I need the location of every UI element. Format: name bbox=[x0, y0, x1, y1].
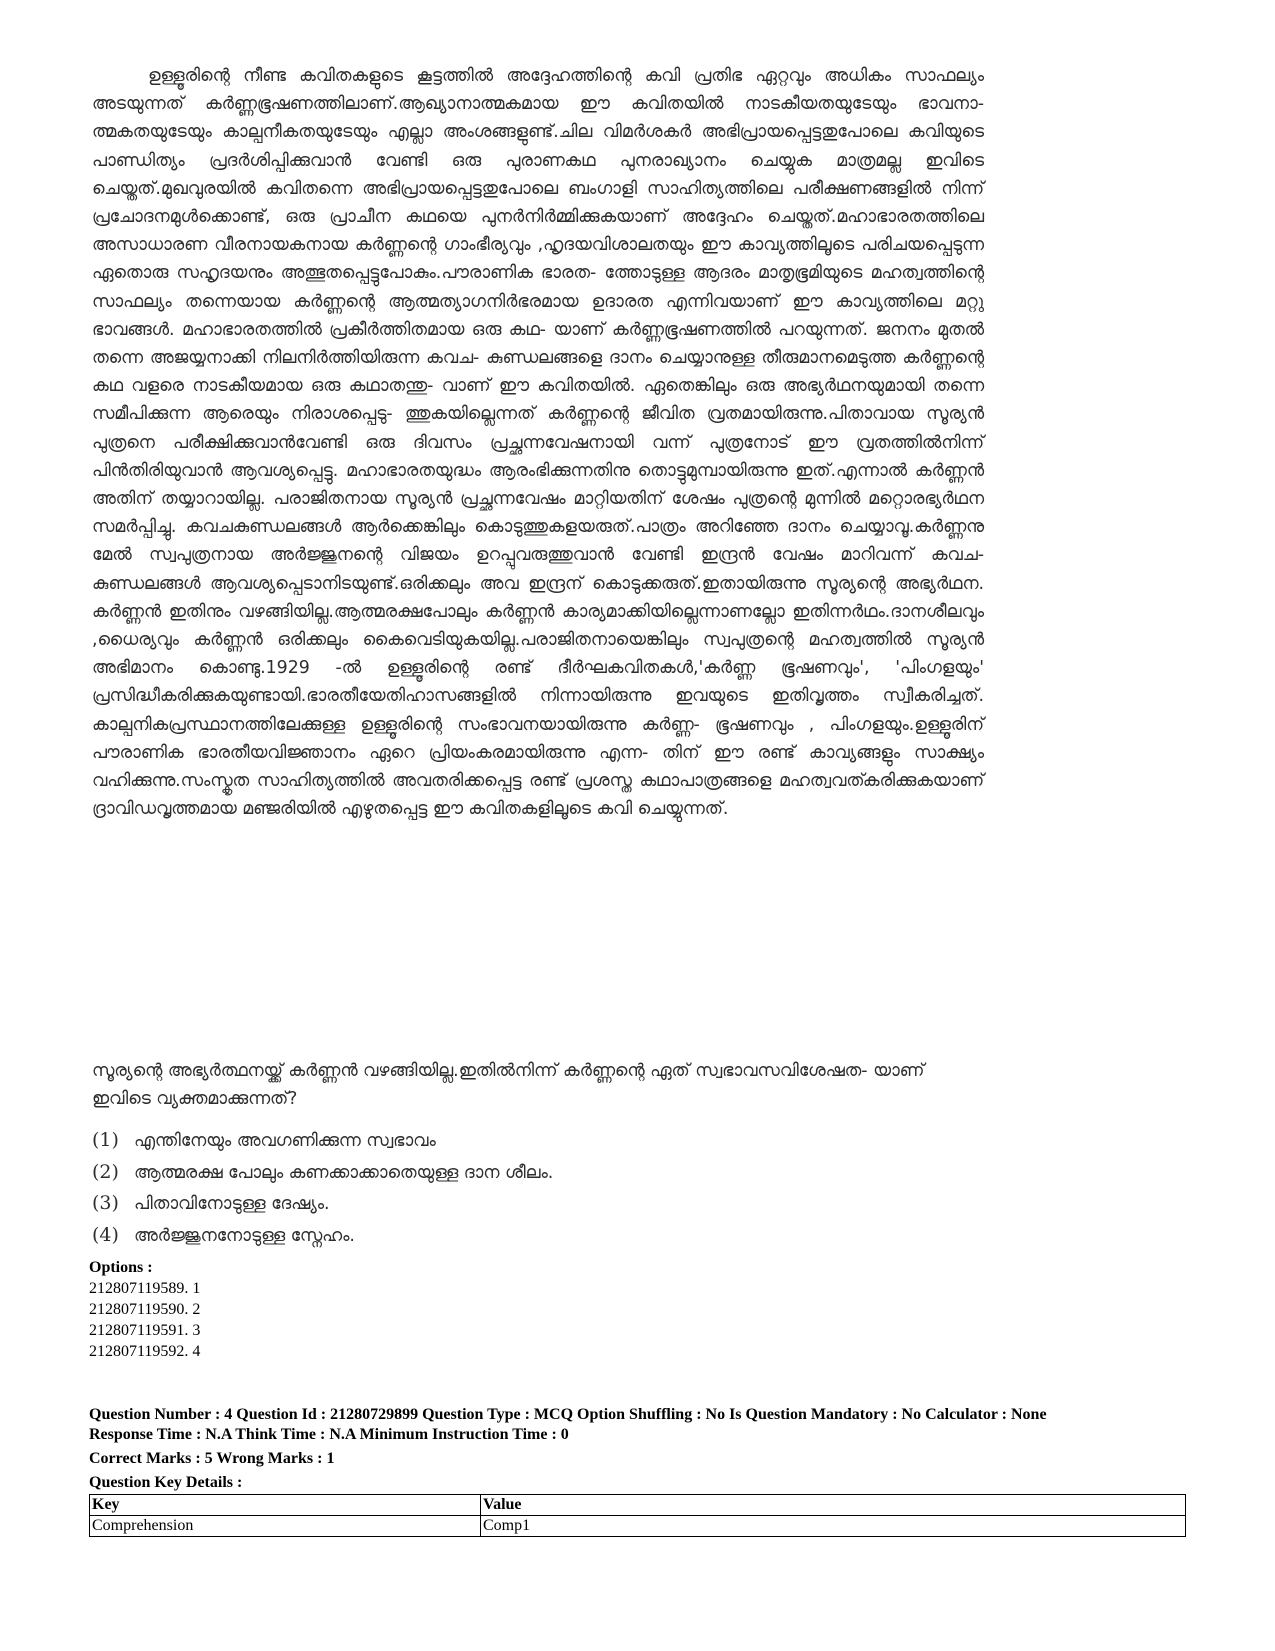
table-header-row bbox=[90, 1495, 1186, 1516]
options-list bbox=[89, 1257, 200, 1362]
question-info-line: Question Number : 4 Question Id : 21280729899 Question Type : MCQ Option Shuffling : No Is Question Mandatory : No Calculator : None bbox=[89, 1406, 1047, 1423]
option-id: 212807119589. 1 bbox=[89, 1280, 201, 1297]
option-id: 212807119592. 4 bbox=[89, 1343, 201, 1360]
header-value: Value bbox=[481, 1495, 1186, 1516]
choice-text: എന്തിനേയും അവഗണിക്കുന്ന സ്വഭാവം bbox=[134, 1131, 436, 1151]
key-details-table bbox=[89, 1494, 1186, 1537]
choice-text: അർജ്ജുനനോടുള്ള സ്നേഹം. bbox=[134, 1225, 355, 1246]
choice-number: (3) bbox=[92, 1192, 119, 1214]
timing-info-line: Response Time : N.A Think Time : N.A Minimum Instruction Time : 0 bbox=[89, 1426, 569, 1443]
cell-value: Comp1 bbox=[481, 1516, 1186, 1537]
answer-choices bbox=[92, 1125, 553, 1251]
key-details-title: Question Key Details : bbox=[89, 1474, 243, 1491]
comprehension-passage bbox=[92, 62, 984, 823]
choice-number: (4) bbox=[92, 1223, 119, 1246]
options-title: Options : bbox=[89, 1259, 153, 1276]
marks-line: Correct Marks : 5 Wrong Marks : 1 bbox=[89, 1450, 335, 1467]
option-id: 212807119591. 3 bbox=[89, 1322, 201, 1339]
question-text: സൂര്യന്റെ അഭ്യർത്ഥനയ്ക്ക് കർണ്ണൻ വഴങ്ങിയില്ല.ഇതിൽനിന്ന് കർണ്ണന്റെ ഏത് സ്വഭാവസവിശേഷത- യാണ് ഇവിടെ വ്യക്തമാക്കുന്നത്? bbox=[92, 1061, 925, 1109]
choice-number: (2) bbox=[92, 1160, 119, 1183]
choice-text: ആത്മരക്ഷ പോലും കണക്കാക്കാതെയുള്ള ദാന ശീലം. bbox=[134, 1162, 554, 1183]
header-key: Key bbox=[90, 1495, 481, 1516]
choice-4 bbox=[92, 1220, 553, 1252]
table-row bbox=[90, 1516, 1186, 1537]
cell-key: Comprehension bbox=[90, 1516, 481, 1537]
option-id: 212807119590. 2 bbox=[89, 1301, 201, 1318]
choice-number: (1) bbox=[92, 1129, 119, 1151]
choice-2 bbox=[92, 1157, 553, 1189]
question-metadata bbox=[89, 1405, 1189, 1493]
passage-text: ഉള്ളൂരിന്റെ നീണ്ട കവിതകളുടെ കൂട്ടത്തിൽ അദ്ദേഹത്തിന്റെ കവി പ്രതിഭ ഏറ്റവും അധികം സാഫല്യം അടയുന്നത് കർണ്ണഭൂഷണത്തിലാണ്.ആഖ്യാനാത്മകമായ ഈ കവിതയിൽ നാടകീയതയുടേയും ഭാവനാ- ത്മകതയുടേയും കാല്പനീകതയുടേയും എല്ലാ അംശങ്ങളുണ്ട്.ചില വിമർശകർ അഭിപ്രായപ്പെട്ടതുപോലെ കവിയുടെ പാണ്ഡിത്യം പ്രദർശിപ്പിക്കുവാൻ വേണ്ടി ഒരു പുരാണകഥ പുനരാഖ്യാനം ചെയ്യുക മാത്രമല്ല ഇവിടെ ചെയ്തത്.മുഖവുരയിൽ കവിതന്നെ അഭിപ്രായപ്പെട്ടതുപോലെ ബംഗാളി സാഹിത്യത്തിലെ പരീക്ഷണങ്ങളിൽ നിന്ന് പ്രചോദനമുൾക്കൊണ്ട്, ഒരു പ്രാചീന കഥയെ പുനർനിർമ്മിക്കുകയാണ് അദ്ദേഹം ചെയ്തത്.മഹാഭാരതത്തിലെ അസാധാരണ വീരനായകനായ കർണ്ണന്റെ ഗാംഭീര്യവും ,ഹൃദയവിശാലതയും ഈ കാവ്യത്തിലൂടെ പരിചയപ്പെടുന്ന ഏതൊരു സഹൃദയനും അത്ഭുതപ്പെട്ടുപോകും.പൗരാണിക ഭാരത- ത്തോടുള്ള ആദരം മാതൃഭൂമിയുടെ മഹത്വത്തിന്റെ സാഫല്യം തന്നെയായ കർണ്ണന്റെ ആത്മത്യാഗനിർഭരമായ ഉദാരത എന്നിവയാണ് ഈ കാവ്യത്തിലെ മറ്റു ഭാവങ്ങൾ. മഹാഭാരതത്തിൽ പ്രകീർത്തിതമായ ഒരു കഥ- യാണ് കർണ്ണഭൂഷണത്തിൽ പറയുന്നത്. ജനനം മുതൽ തന്നെ അജയ്യനാക്കി നിലനിർത്തിയിരുന്ന കവച- കുണ്ഡലങ്ങളെ ദാനം ചെയ്യാനുള്ള തീരുമാനമെടുത്ത കർണ്ണന്റെ കഥ വളരെ നാടകീയമായ ഒരു കഥാതന്തു- വാണ് ഈ കവിതയിൽ. ഏതെങ്കിലും ഒരു അഭ്യർഥനയുമായി തന്നെ സമീപിക്കുന്ന ആരെയും നിരാശപ്പെടു- ത്തുകയില്ലെന്നത് കർണ്ണന്റെ ജീവിത വ്രതമായിരുന്നു.പിതാവായ സൂര്യൻ പുത്രനെ പരീക്ഷിക്കുവാൻവേണ്ടി ഒരു ദിവസം പ്രച്ഛന്നവേഷനായി വന്ന് പുത്രനോട് ഈ വ്രതത്തിൽനിന്ന് പിൻതിരിയുവാൻ ആവശ്യപ്പെട്ടു. മഹാഭാരതയുദ്ധം ആരംഭിക്കുന്നതിനു തൊട്ടുമുമ്പായിരുന്നു ഇത്.എന്നാൽ കർണ്ണൻ അതിന് തയ്യാറായില്ല. പരാജിതനായ സൂര്യൻ പ്രച്ഛന്നവേഷം മാറ്റിയതിന് ശേഷം പുത്രന്റെ മുന്നിൽ മറ്റൊരഭ്യർഥന സമർപ്പിച്ചു. കവചകുണ്ഡലങ്ങൾ ആർക്കെങ്കിലും കൊടുത്തുകളയരുത്.പാത്രം അറിഞ്ഞേ ദാനം ചെയ്യാവൂ.കർണ്ണനു മേൽ സ്വപുത്രനായ അർജ്ജുനന്റെ വിജയം ഉറപ്പുവരുത്തുവാൻ വേണ്ടി ഇന്ദ്രൻ വേഷം മാറിവന്ന് കവച- കുണ്ഡലങ്ങൾ ആവശ്യപ്പെടാനിടയുണ്ട്.ഒരിക്കലും അവ ഇന്ദ്രന് കൊടുക്കരുത്.ഇതായിരുന്നു സൂര്യന്റെ അഭ്യർഥന. കർണ്ണൻ ഇതിനും വഴങ്ങിയില്ല.ആത്മരക്ഷപോലും കർണ്ണൻ കാര്യമാക്കിയില്ലെന്നാണല്ലോ ഇതിന്നർഥം.ദാനശീലവും ,ധൈര്യവും കർണ്ണൻ ഒരിക്കലും കൈവെടിയുകയില്ല.പരാജിതനായെങ്കിലും സ്വപുത്രന്റെ മഹത്വത്തിൽ സൂര്യൻ അഭിമാനം കൊണ്ടു.1929 -ൽ ഉള്ളൂരിന്റെ രണ്ട് ദീർഘകവിതകൾ,'കർണ്ണ ഭൂഷണവും', 'പിംഗളയും' പ്രസിദ്ധീകരിക്കുകയുണ്ടായി.ഭാരതീയേതിഹാസങ്ങളിൽ നിന്നായിരുന്നു ഇവയുടെ ഇതിവൃത്തം സ്വീകരിച്ചത്. കാല്പനികപ്രസ്ഥാനത്തിലേക്കുള്ള ഉള്ളൂരിന്റെ സംഭാവനയായിരുന്നു കർണ്ണ- ഭൂഷണവും , പിംഗളയും.ഉള്ളൂരിന് പൗരാണിക ഭാരതീയവിജ്ഞാനം ഏറെ പ്രിയംകരമായിരുന്നു എന്ന- തിന് ഈ രണ്ട് കാവ്യങ്ങളും സാക്ഷ്യം വഹിക്കുന്നു.സംസ്കൃത സാഹിത്യത്തിൽ അവതരിക്കപ്പെട്ട രണ്ട് പ്രശസ്ത കഥാപാത്രങ്ങളെ മഹത്വവത്കരിക്കുകയാണ് ദ്രാവിഡവൃത്തമായ മഞ്ജരിയിൽ എഴുതപ്പെട്ട ഈ കവിതകളിലൂടെ കവി ചെയ്യുന്നത്. bbox=[92, 66, 984, 820]
choice-3 bbox=[92, 1188, 553, 1220]
choice-text: പിതാവിനോടുള്ള ദേഷ്യം. bbox=[134, 1194, 330, 1214]
choice-1 bbox=[92, 1125, 553, 1157]
